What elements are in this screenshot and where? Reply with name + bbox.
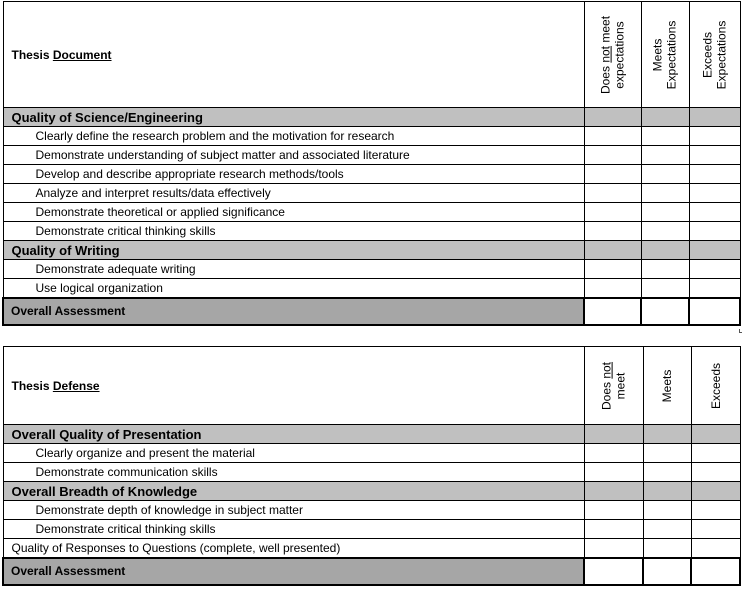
overall-rating-does-not-meet[interactable] [584, 558, 643, 585]
rating-cell-exceeds[interactable] [689, 279, 740, 298]
rating-cell-does-not-meet[interactable] [584, 279, 641, 298]
overall-rating-meets[interactable] [641, 298, 689, 325]
rating-cell-meets[interactable] [641, 184, 689, 203]
rating-cell [584, 425, 643, 444]
overall-rating-meets[interactable] [643, 558, 691, 585]
criterion-label: Analyze and interpret results/data effectively [3, 184, 584, 203]
rating-cell-exceeds[interactable] [689, 127, 740, 146]
rating-cell-exceeds[interactable] [691, 539, 740, 558]
criterion-label: Demonstrate critical thinking skills [3, 222, 584, 241]
rating-cell [584, 108, 641, 127]
rating-cell-exceeds[interactable] [689, 146, 740, 165]
rating-cell-meets[interactable] [641, 260, 689, 279]
rating-cell-exceeds[interactable] [691, 520, 740, 539]
rating-cell-exceeds[interactable] [689, 203, 740, 222]
criterion-label: Demonstrate theoretical or applied significance [3, 203, 584, 222]
rating-cell-meets[interactable] [641, 127, 689, 146]
criterion-label: Clearly organize and present the material [3, 444, 584, 463]
rating-cell-meets[interactable] [641, 222, 689, 241]
layout-mark [739, 329, 742, 333]
rating-cell [584, 241, 641, 260]
rating-cell-exceeds[interactable] [689, 184, 740, 203]
overall-rating-exceeds[interactable] [689, 298, 740, 325]
rating-cell-exceeds[interactable] [689, 260, 740, 279]
rating-cell-meets[interactable] [641, 146, 689, 165]
rating-cell-does-not-meet[interactable] [584, 520, 643, 539]
document-table-title: Thesis Document [3, 2, 584, 108]
rating-cell-does-not-meet[interactable] [584, 127, 641, 146]
criterion-label: Demonstrate adequate writing [3, 260, 584, 279]
rating-cell-does-not-meet[interactable] [584, 203, 641, 222]
rating-cell-meets[interactable] [643, 501, 691, 520]
rating-cell [584, 482, 643, 501]
rating-cell [691, 482, 740, 501]
criterion-label: Develop and describe appropriate research methods/tools [3, 165, 584, 184]
rating-cell [641, 241, 689, 260]
criterion-label: Demonstrate critical thinking skills [3, 520, 584, 539]
overall-rating-exceeds[interactable] [691, 558, 740, 585]
rating-cell-does-not-meet[interactable] [584, 222, 641, 241]
rating-cell-meets[interactable] [641, 279, 689, 298]
rating-cell-meets[interactable] [641, 203, 689, 222]
rating-cell [689, 108, 740, 127]
rating-cell-does-not-meet[interactable] [584, 146, 641, 165]
rating-cell-meets[interactable] [641, 165, 689, 184]
column-header-exceeds: Exceeds [691, 347, 740, 425]
column-header-meets: Meets [643, 347, 691, 425]
rating-cell [643, 482, 691, 501]
rating-cell-exceeds[interactable] [691, 463, 740, 482]
section-heading: Quality of Writing [3, 241, 584, 260]
defense-table-title: Thesis Defense [3, 347, 584, 425]
rating-cell-meets[interactable] [643, 539, 691, 558]
rating-cell-does-not-meet[interactable] [584, 501, 643, 520]
rating-cell [641, 108, 689, 127]
criterion-label: Demonstrate communication skills [3, 463, 584, 482]
rating-cell-exceeds[interactable] [689, 222, 740, 241]
rating-cell-exceeds[interactable] [691, 501, 740, 520]
rating-cell-meets[interactable] [643, 520, 691, 539]
column-header-exceeds: Exceeds Expectations [689, 2, 740, 108]
rating-cell-does-not-meet[interactable] [584, 260, 641, 279]
criterion-label: Demonstrate depth of knowledge in subject matter [3, 501, 584, 520]
rating-cell-exceeds[interactable] [689, 165, 740, 184]
thesis-document-table [2, 1, 741, 326]
column-header-does-not-meet: Does not meet [584, 347, 643, 425]
rating-cell-meets[interactable] [643, 463, 691, 482]
thesis-defense-table [2, 346, 741, 586]
criterion-label: Clearly define the research problem and the motivation for research [3, 127, 584, 146]
column-header-does-not-meet: Does not meet expectations [584, 2, 641, 108]
overall-assessment-label: Overall Assessment [3, 558, 584, 585]
rating-cell-does-not-meet[interactable] [584, 463, 643, 482]
section-heading: Overall Quality of Presentation [3, 425, 584, 444]
rating-cell-exceeds[interactable] [691, 444, 740, 463]
overall-rating-does-not-meet[interactable] [584, 298, 641, 325]
criterion-label: Use logical organization [3, 279, 584, 298]
rating-cell-does-not-meet[interactable] [584, 444, 643, 463]
rating-cell [691, 425, 740, 444]
rating-cell-does-not-meet[interactable] [584, 165, 641, 184]
rating-cell-meets[interactable] [643, 444, 691, 463]
rating-cell-does-not-meet[interactable] [584, 539, 643, 558]
rating-cell [689, 241, 740, 260]
criterion-label: Quality of Responses to Questions (complete, well presented) [3, 539, 584, 558]
criterion-label: Demonstrate understanding of subject matter and associated literature [3, 146, 584, 165]
rating-cell [643, 425, 691, 444]
column-header-meets: Meets Expectations [641, 2, 689, 108]
rating-cell-does-not-meet[interactable] [584, 184, 641, 203]
overall-assessment-label: Overall Assessment [3, 298, 584, 325]
section-heading: Overall Breadth of Knowledge [3, 482, 584, 501]
section-heading: Quality of Science/Engineering [3, 108, 584, 127]
